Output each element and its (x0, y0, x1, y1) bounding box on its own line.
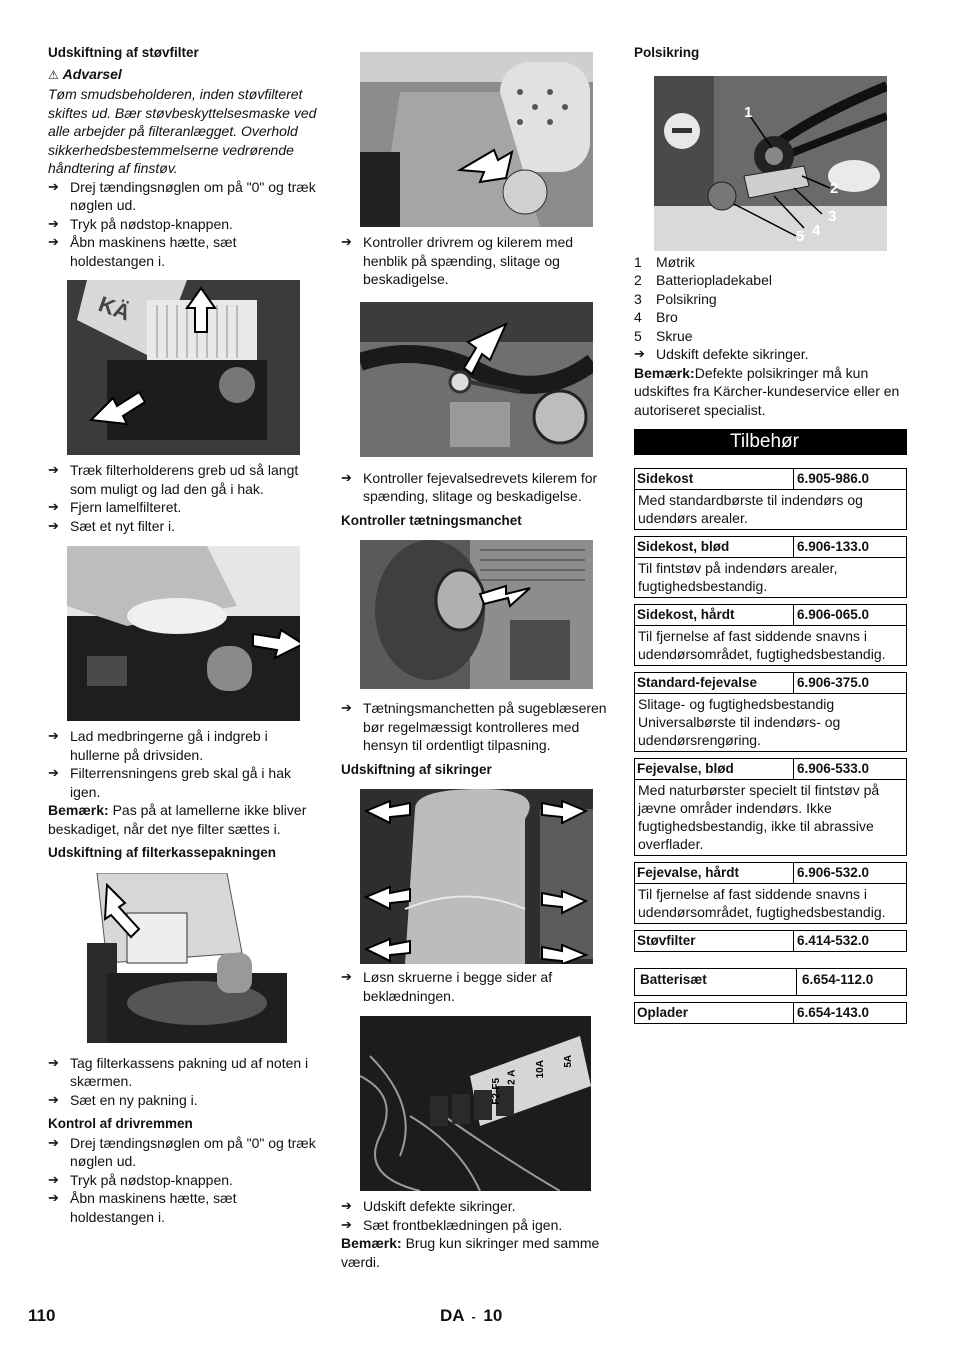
heading-pole-fuse: Polsikring (634, 45, 700, 60)
arrow-right-icon: ➔ (48, 1134, 59, 1150)
arrow-right-icon: ➔ (341, 469, 352, 485)
step: ➔ Sæt en ny pakning i. (48, 1091, 198, 1108)
accessory-row: Sidekost, blød 6.906-133.0 Til fintstøv på indendørs arealer, fugtighedsbestandig. (634, 536, 907, 598)
accessory-row: Batterisæt 6.654-112.0 (634, 968, 907, 996)
fuse-label-2a: 2 A (506, 1069, 518, 1085)
photo-filter-holder (67, 280, 300, 455)
accessory-row: Sidekost, hårdt 6.906-065.0 Til fjernelse af fast siddende snavns i udendørsområdet, fugtighedsbestandig. (634, 604, 907, 666)
photo-new-filter (67, 546, 300, 721)
legend-item: 4 Bro (634, 309, 678, 325)
arrow-right-icon: ➔ (341, 234, 352, 249)
warning-text: Tøm smudsbeholderen, inden støvfilteret skiftes ud. Bær støvbeskyttelsesmaske ved alle arbejder på filteranlægget. Overhold sikkerhedsbestemmelserne vedrørende håndtering af finstøv. (48, 86, 317, 176)
legend-item: 3 Polsikring (634, 290, 717, 307)
column-1 (48, 44, 320, 1226)
photo-gasket (67, 873, 300, 1048)
step: ➔ Løsn skruerne i begge sider af beklædningen. (341, 969, 553, 1004)
footer-section: DA - 10 (440, 1306, 503, 1325)
callout-1: 1 (744, 103, 753, 121)
arrow-right-icon: ➔ (48, 1190, 59, 1205)
note: Bemærk: Brug kun sikringer med samme værdi. (341, 1235, 600, 1270)
step: ➔ Træk filterholderens greb ud så langt som muligt og lad den gå i hak. (48, 462, 299, 497)
section-title-accessories: Tilbehør (634, 429, 907, 455)
step: ➔ Drej tændingsnøglen om på "0" og træk nøglen ud. (48, 1134, 316, 1169)
step: ➔ Udskift defekte sikringer. (634, 346, 809, 362)
warning-line (48, 65, 320, 85)
photo-seal (360, 540, 593, 689)
warning-label: Advarsel (62, 65, 122, 82)
arrow-right-icon: ➔ (48, 462, 59, 477)
accessory-row: Støvfilter 6.414-532.0 (634, 930, 907, 952)
arrow-right-icon: ➔ (634, 346, 645, 361)
step: ➔ Drej tændingsnøglen om på "0" og træk nøglen ud. (48, 178, 316, 213)
legend-item: 5 Skrue (634, 327, 693, 344)
arrow-right-icon: ➔ (341, 1216, 352, 1232)
step: ➔ Tryk på nødstop-knappen. (48, 215, 233, 232)
step: ➔ Åbn maskinens hætte, sæt holdestangen i. (48, 1190, 237, 1225)
accessory-row: Oplader 6.654-143.0 (634, 1002, 907, 1024)
arrow-right-icon: ➔ (48, 517, 59, 533)
legend-item: 1 Møtrik (634, 253, 695, 270)
note: Bemærk: Pas på at lamellerne ikke bliver beskadiget, når det nye filter sættes i. (48, 802, 307, 837)
heading-gasket: Udskiftning af filterkassepakningen (48, 845, 277, 860)
page-number: 110 (28, 1306, 56, 1325)
step: ➔ Udskift defekte sikringer. (341, 1198, 516, 1214)
warning-icon: ⚠ (48, 67, 59, 82)
accessory-row: Fejevalse, blød 6.906-533.0 Med naturbørster specielt til fintstøv på jævne områder indendørs. Ikke fugtighedsbestandig, ikke til abrassive overflader. (634, 758, 907, 856)
column-2 (341, 44, 613, 1271)
arrow-right-icon: ➔ (48, 728, 59, 743)
arrow-right-icon: ➔ (341, 969, 352, 984)
step: ➔ Fjern lamelfilteret. (48, 499, 182, 515)
step: ➔ Kontroller drivrem og kilerem med henblik på spænding, slitage og beskadigelse. (341, 234, 574, 287)
step: ➔ Tryk på nødstop-knappen. (48, 1171, 233, 1188)
callout-2: 2 (830, 179, 839, 197)
step: ➔ Filterrensningens greb skal gå i hak igen. (48, 765, 292, 800)
step: ➔ Tag filterkassens pakning ud af noten i skærmen. (48, 1054, 309, 1089)
arrow-right-icon: ➔ (341, 1198, 352, 1213)
arrow-right-icon: ➔ (48, 765, 59, 780)
photo-fuse-box (360, 1016, 591, 1191)
accessory-row: Fejevalse, hårdt 6.906-532.0 Til fjernelse af fast siddende snavns i udendørsområdet, fugtighedsbestandig. (634, 862, 907, 924)
column-3 (634, 44, 907, 1024)
photo-pole-fuse (654, 76, 887, 251)
legend-item: 2 Batteriopladekabel (634, 272, 772, 288)
heading-seal: Kontroller tætningsmanchet (341, 512, 522, 528)
arrow-right-icon: ➔ (48, 499, 59, 514)
step: ➔ Tætningsmanchetten på sugeblæseren bør regelmæssigt kontrolleres med hensyn til ordentligt tilpasning. (341, 700, 607, 753)
step: ➔ Kontroller fejevalsedrevets kilerem for spænding, slitage og beskadigelse. (341, 469, 598, 504)
heading-filter: Udskiftning af støvfilter (48, 45, 199, 60)
step: ➔ Åbn maskinens hætte, sæt holdestangen i. (48, 234, 237, 269)
arrow-right-icon: ➔ (48, 1054, 59, 1070)
legend-list (634, 253, 907, 346)
callout-4: 4 (812, 221, 821, 239)
accessory-row: Standard-fejevalse 6.906-375.0 Slitage- og fugtighedsbestandig Universalbørste til indendørs- og udendørsrengøring. (634, 672, 907, 752)
photo-drive-belt (360, 52, 593, 227)
step: ➔ Sæt et nyt filter i. (48, 517, 176, 534)
svg-text:KÄ: KÄ (95, 291, 134, 326)
fuse-label-f2f5: F2-F5 (491, 1077, 503, 1105)
heading-belt: Kontrol af drivremmen (48, 1116, 193, 1131)
arrow-right-icon: ➔ (48, 1091, 59, 1107)
arrow-right-icon: ➔ (341, 700, 352, 715)
note: Bemærk:Defekte polsikringer må kun udskiftes fra Kärcher-kundeservice eller en autoriseret specialist. (634, 364, 900, 418)
fuse-label-5a: 5A (563, 1054, 575, 1068)
fuse-label-10a: 10A (534, 1060, 546, 1079)
photo-sweep-belt (360, 302, 593, 457)
heading-fuses: Udskiftning af sikringer (341, 761, 492, 777)
step: ➔ Lad medbringerne gå i indgreb i hullerne på drivsiden. (48, 728, 268, 763)
arrow-right-icon: ➔ (48, 1171, 59, 1187)
accessory-row: Sidekost 6.905-986.0 Med standardbørste til indendørs og udendørs arealer. (634, 468, 907, 530)
arrow-right-icon: ➔ (48, 215, 59, 231)
arrow-right-icon: ➔ (48, 234, 59, 249)
arrow-right-icon: ➔ (48, 178, 59, 194)
photo-front-cover (360, 789, 593, 964)
step: ➔ Sæt frontbeklædningen på igen. (341, 1216, 563, 1233)
callout-3: 3 (828, 207, 837, 225)
callout-5: 5 (796, 227, 805, 245)
